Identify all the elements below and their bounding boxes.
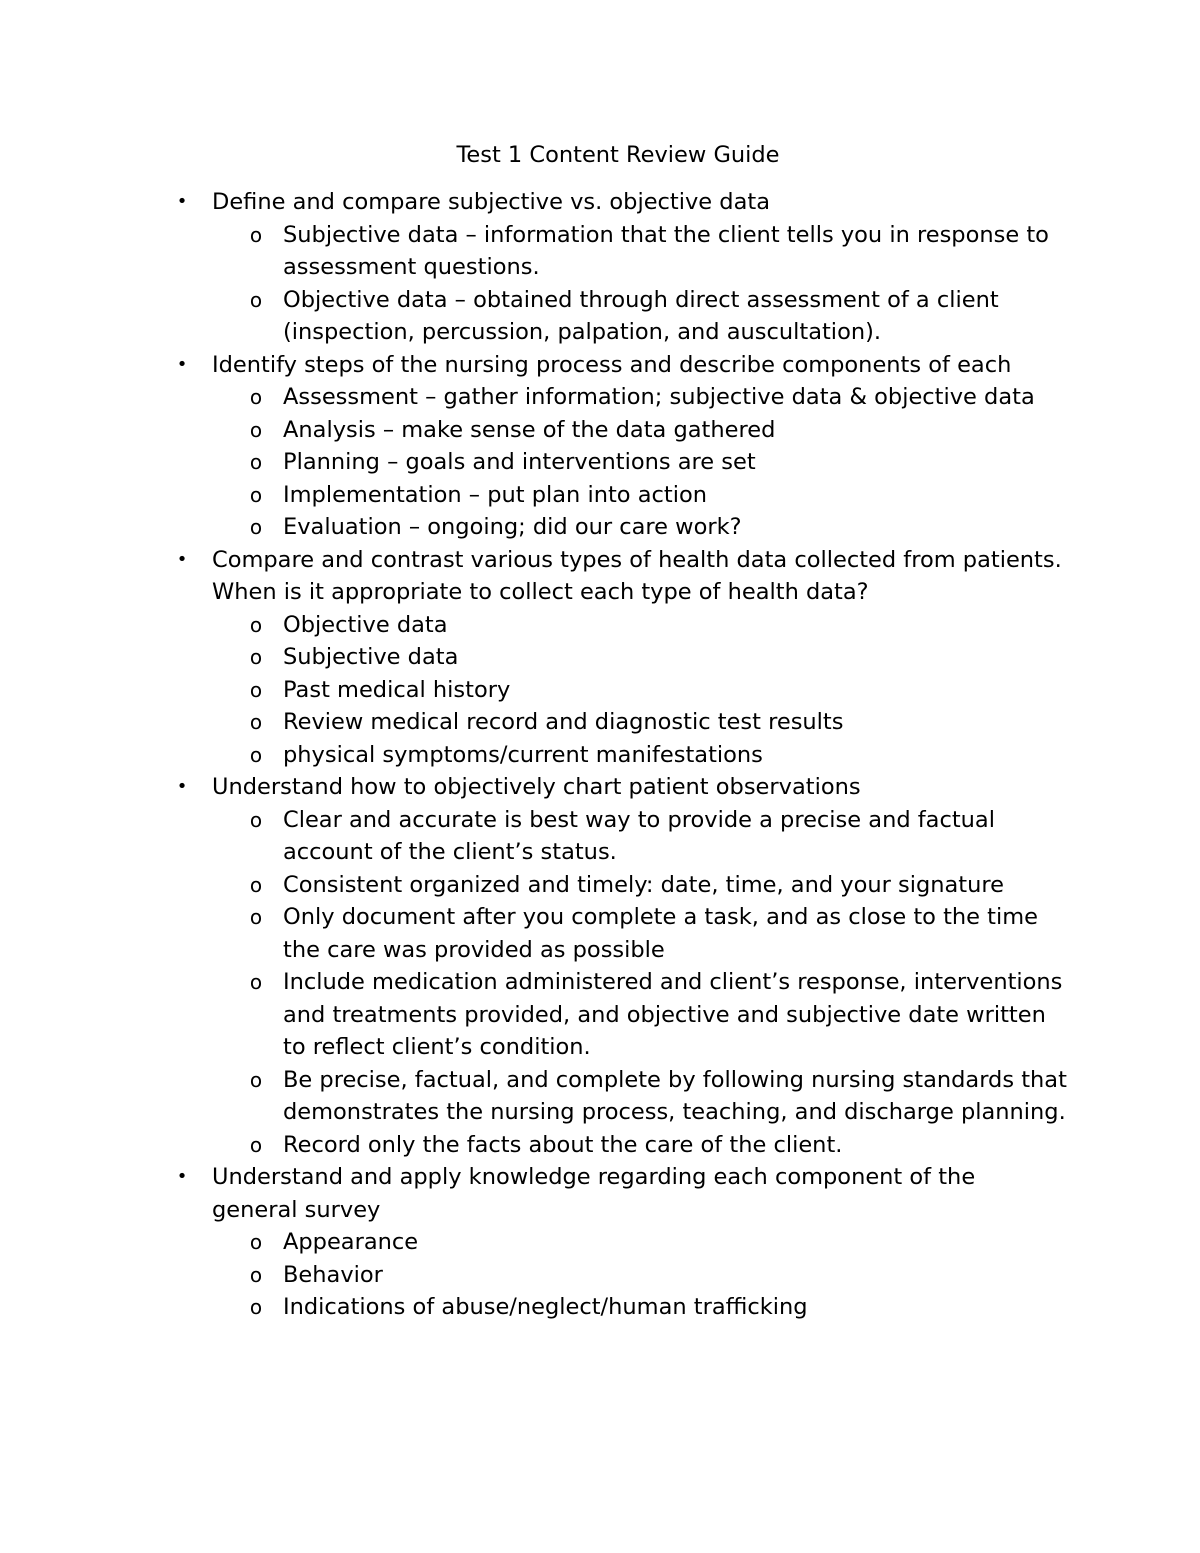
subtopic-item	[0, 966, 1068, 1064]
bullet-circle-icon: o	[249, 450, 263, 474]
bullet-dot-icon: •	[176, 353, 188, 375]
subtopic-item	[0, 1291, 1068, 1324]
bullet-dot-icon: •	[176, 776, 188, 797]
subtopic-list	[212, 381, 1062, 544]
subtopic-item	[0, 1129, 1068, 1162]
bullet-circle-icon: o	[249, 1132, 263, 1157]
topic-item	[0, 771, 1067, 1161]
subtopic-text: Implementation – put plan into action	[283, 481, 707, 508]
subtopic-list	[212, 804, 1067, 1162]
subtopic-text: Analysis – make sense of the data gathered	[283, 416, 776, 443]
subtopic-item	[0, 739, 1068, 772]
review-outline	[0, 186, 1200, 1324]
subtopic-text: Consistent organized and timely: date, time, and your signature	[283, 871, 1004, 898]
topic-text: Understand how to objectively chart patient observations	[212, 774, 861, 800]
subtopic-item	[0, 381, 1068, 414]
bullet-circle-icon: o	[249, 807, 263, 832]
bullet-circle-icon: o	[249, 677, 263, 702]
subtopic-item	[0, 1259, 1068, 1292]
subtopic-item	[0, 869, 1068, 902]
subtopic-text: Objective data	[283, 611, 448, 638]
bullet-circle-icon: o	[249, 222, 263, 247]
subtopic-item	[0, 641, 1068, 674]
subtopic-text: Appearance	[283, 1229, 419, 1255]
subtopic-item	[0, 284, 1068, 349]
subtopic-text: Indications of abuse/neglect/human trafficking	[283, 1294, 808, 1320]
subtopic-list	[212, 219, 1062, 349]
subtopic-text: Past medical history	[283, 676, 511, 703]
bullet-circle-icon: o	[249, 970, 263, 994]
topic-item	[0, 349, 1062, 544]
subtopic-item	[0, 609, 1068, 642]
bullet-circle-icon: o	[249, 742, 263, 767]
bullet-circle-icon: o	[249, 1067, 263, 1092]
bullet-circle-icon: o	[249, 710, 263, 734]
bullet-circle-icon: o	[249, 515, 263, 539]
subtopic-item	[0, 706, 1068, 739]
bullet-circle-icon: o	[249, 385, 263, 409]
topic-text: Compare and contrast various types of health data collected from patients. When is it appropriate to collect each type of health data?	[212, 546, 1062, 605]
bullet-dot-icon: •	[176, 1166, 188, 1187]
subtopic-list	[212, 609, 1062, 772]
bullet-circle-icon: o	[249, 1230, 263, 1254]
subtopic-text: Review medical record and diagnostic test results	[283, 709, 844, 735]
bullet-circle-icon: o	[249, 1262, 263, 1287]
subtopic-text: Assessment – gather information; subjective data & objective data	[283, 384, 1035, 410]
subtopic-text: Include medication administered and client’s response, interventions and treatments provided, and objective and subjective date written to reflect client’s condition.	[283, 969, 1063, 1060]
subtopic-item	[0, 1064, 1068, 1129]
bullet-circle-icon: o	[249, 287, 263, 312]
bullet-circle-icon: o	[249, 612, 263, 637]
subtopic-item	[0, 219, 1068, 284]
subtopic-text: Objective data – obtained through direct assessment of a client (inspection, percussion, palpation, and auscultation).	[283, 286, 999, 345]
subtopic-item	[0, 511, 1068, 544]
subtopic-item	[0, 804, 1068, 869]
subtopic-item	[0, 479, 1068, 512]
subtopic-text: Subjective data – information that the client tells you in response to assessment questions.	[283, 221, 1049, 280]
bullet-dot-icon: •	[176, 191, 188, 212]
topic-text: Identify steps of the nursing process and describe components of each	[212, 351, 1012, 378]
topic-item	[0, 1161, 1062, 1324]
subtopic-text: Planning – goals and interventions are set	[283, 449, 756, 475]
subtopic-text: Be precise, factual, and complete by following nursing standards that demonstrates the nursing process, teaching, and discharge planning.	[283, 1066, 1067, 1125]
subtopic-item	[0, 446, 1068, 479]
bullet-circle-icon: o	[249, 1295, 263, 1319]
subtopic-text: Subjective data	[283, 644, 459, 670]
topic-text: Define and compare subjective vs. objective data	[212, 189, 770, 215]
subtopic-text: Record only the facts about the care of the client.	[283, 1131, 843, 1158]
subtopic-item	[0, 414, 1068, 447]
subtopic-item	[0, 901, 1068, 966]
topic-text: Understand and apply knowledge regarding each component of the general survey	[212, 1164, 976, 1223]
subtopic-text: Evaluation – ongoing; did our care work?	[283, 514, 742, 540]
topic-item	[0, 544, 1062, 772]
bullet-circle-icon: o	[249, 417, 263, 442]
subtopic-item	[0, 674, 1068, 707]
bullet-circle-icon: o	[249, 482, 263, 507]
subtopic-item	[0, 1226, 1068, 1259]
bullet-circle-icon: o	[249, 905, 263, 929]
document-title: Test 1 Content Review Guide	[456, 142, 780, 168]
bullet-dot-icon: •	[176, 548, 188, 570]
subtopic-text: Only document after you complete a task, and as close to the time the care was provided as possible	[283, 904, 1038, 963]
bullet-circle-icon: o	[249, 645, 263, 669]
subtopic-text: Behavior	[283, 1261, 383, 1288]
subtopic-list	[212, 1226, 1062, 1324]
bullet-circle-icon: o	[249, 872, 263, 897]
subtopic-text: physical symptoms/current manifestations	[283, 741, 763, 768]
subtopic-text: Clear and accurate is best way to provide a precise and factual account of the client’s status.	[283, 806, 995, 865]
topic-item	[0, 186, 1062, 349]
